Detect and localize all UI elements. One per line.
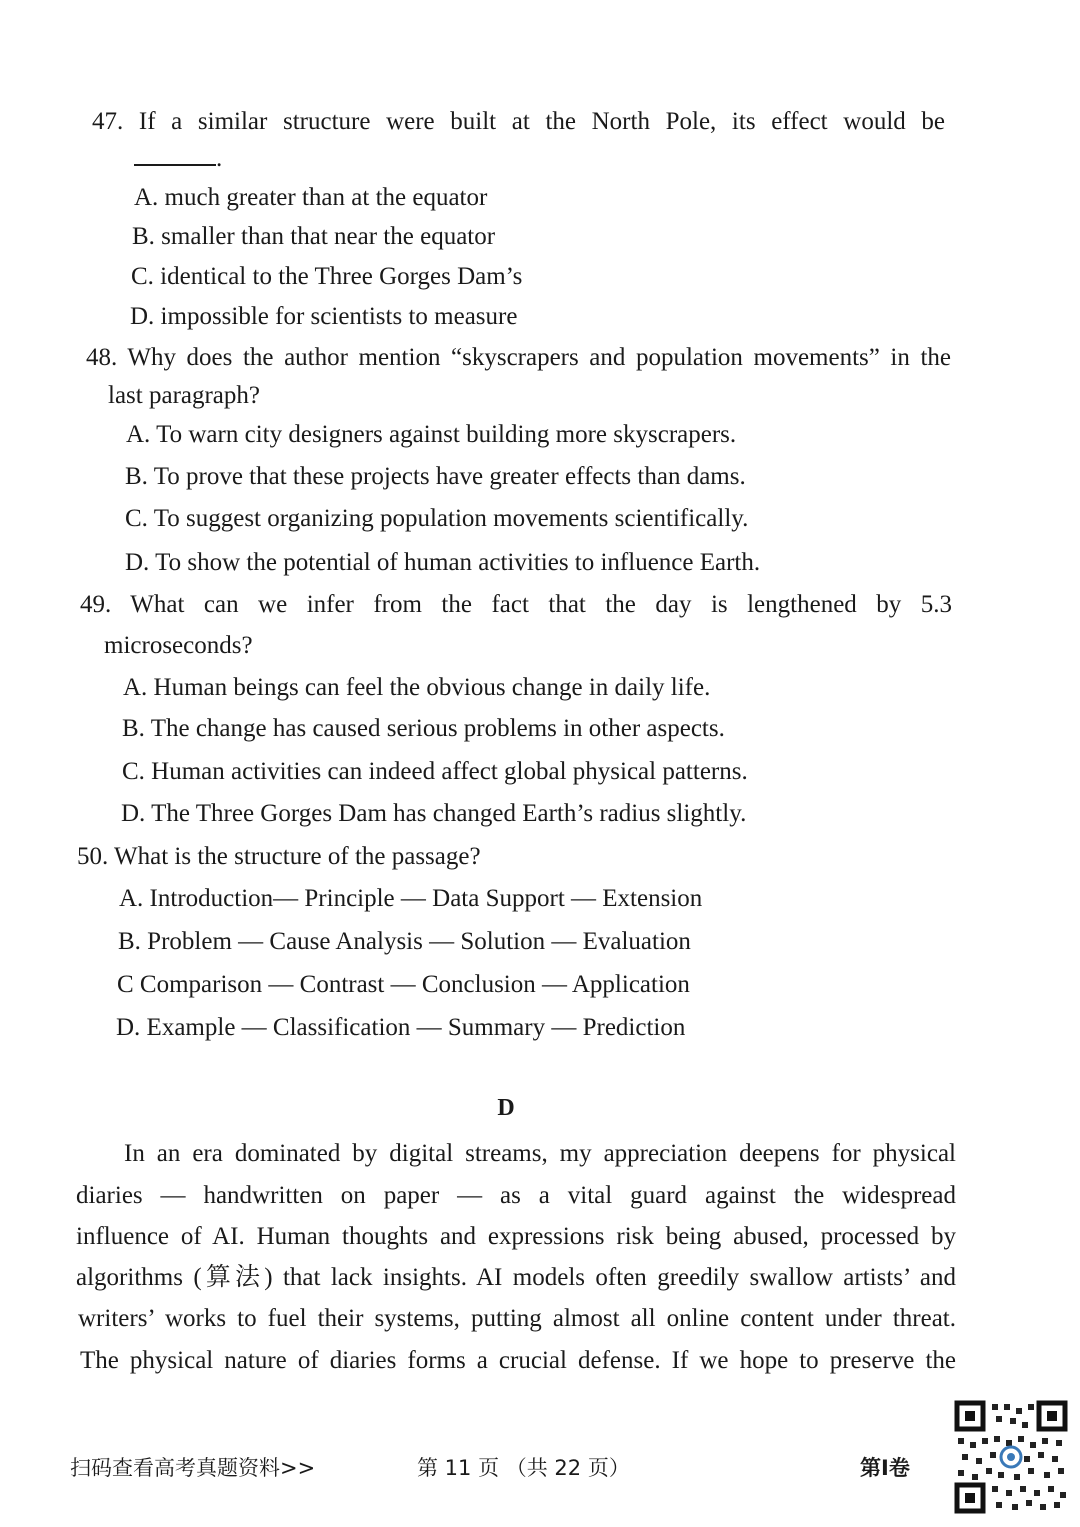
- q48-stem: 48. Why does the author mention “skyscrapers and population movements” in the: [86, 344, 951, 371]
- q47-option-d: D. impossible for scientists to measure: [130, 303, 518, 330]
- q47-option-b: B. smaller than that near the equator: [132, 223, 496, 250]
- passage-line: The physical nature of diaries forms a crucial defense. If we hope to preserve the: [80, 1347, 956, 1374]
- q50-option-b: B. Problem — Cause Analysis — Solution — Evaluation: [118, 928, 691, 955]
- page-number: 第 11 页 （共 22 页）: [417, 1456, 630, 1480]
- passage-line: writers’ works to fuel their systems, putting almost all online content under threat.: [78, 1305, 956, 1332]
- passage-line: algorithms (算法) that lack insights. AI models often greedily swallow artists’ and: [76, 1264, 956, 1291]
- q48-option-c: C. To suggest organizing population movements scientifically.: [125, 505, 749, 532]
- q49-option-c: C. Human activities can indeed affect global physical patterns.: [122, 758, 748, 785]
- qr-code-icon[interactable]: [952, 1398, 1070, 1516]
- q47-answer-blank: .: [134, 144, 222, 174]
- q50-stem: 50. What is the structure of the passage?: [77, 843, 481, 870]
- q50-option-d: D. Example — Classification — Summary — Prediction: [116, 1014, 686, 1041]
- passage-line: In an era dominated by digital streams, my appreciation deepens for physical: [124, 1140, 956, 1167]
- footer-qr-hint: 扫码查看高考真题资料>>: [70, 1456, 316, 1480]
- q48-option-d: D. To show the potential of human activities to influence Earth.: [125, 549, 761, 576]
- q47-option-c: C. identical to the Three Gorges Dam’s: [131, 263, 523, 290]
- q49-option-a: A. Human beings can feel the obvious change in daily life.: [123, 674, 711, 701]
- q47-stem: 47. If a similar structure were built at the North Pole, its effect would be: [92, 108, 945, 135]
- q49-stem: 49. What can we infer from the fact that the day is lengthened by 5.3: [80, 591, 952, 618]
- q48-option-b: B. To prove that these projects have greater effects than dams.: [125, 463, 746, 490]
- volume-label: 第I卷: [860, 1456, 910, 1480]
- q47-option-a: A. much greater than at the equator: [134, 184, 488, 211]
- q49-option-b: B. The change has caused serious problems in other aspects.: [122, 715, 725, 742]
- q50-option-c: C Comparison — Contrast — Conclusion — Application: [117, 971, 690, 998]
- q50-option-a: A. Introduction— Principle — Data Support — Extension: [119, 885, 703, 912]
- passage-line: influence of AI. Human thoughts and expressions risk being abused, processed by: [76, 1223, 956, 1250]
- section-heading: D: [497, 1095, 515, 1121]
- q49-option-d: D. The Three Gorges Dam has changed Earth’s radius slightly.: [121, 800, 747, 827]
- q48-stem-continuation: last paragraph?: [108, 382, 261, 409]
- passage-line: diaries — handwritten on paper — as a vital guard against the widespread: [76, 1182, 956, 1209]
- q49-stem-continuation: microseconds?: [104, 632, 253, 659]
- q48-option-a: A. To warn city designers against building more skyscrapers.: [126, 421, 737, 448]
